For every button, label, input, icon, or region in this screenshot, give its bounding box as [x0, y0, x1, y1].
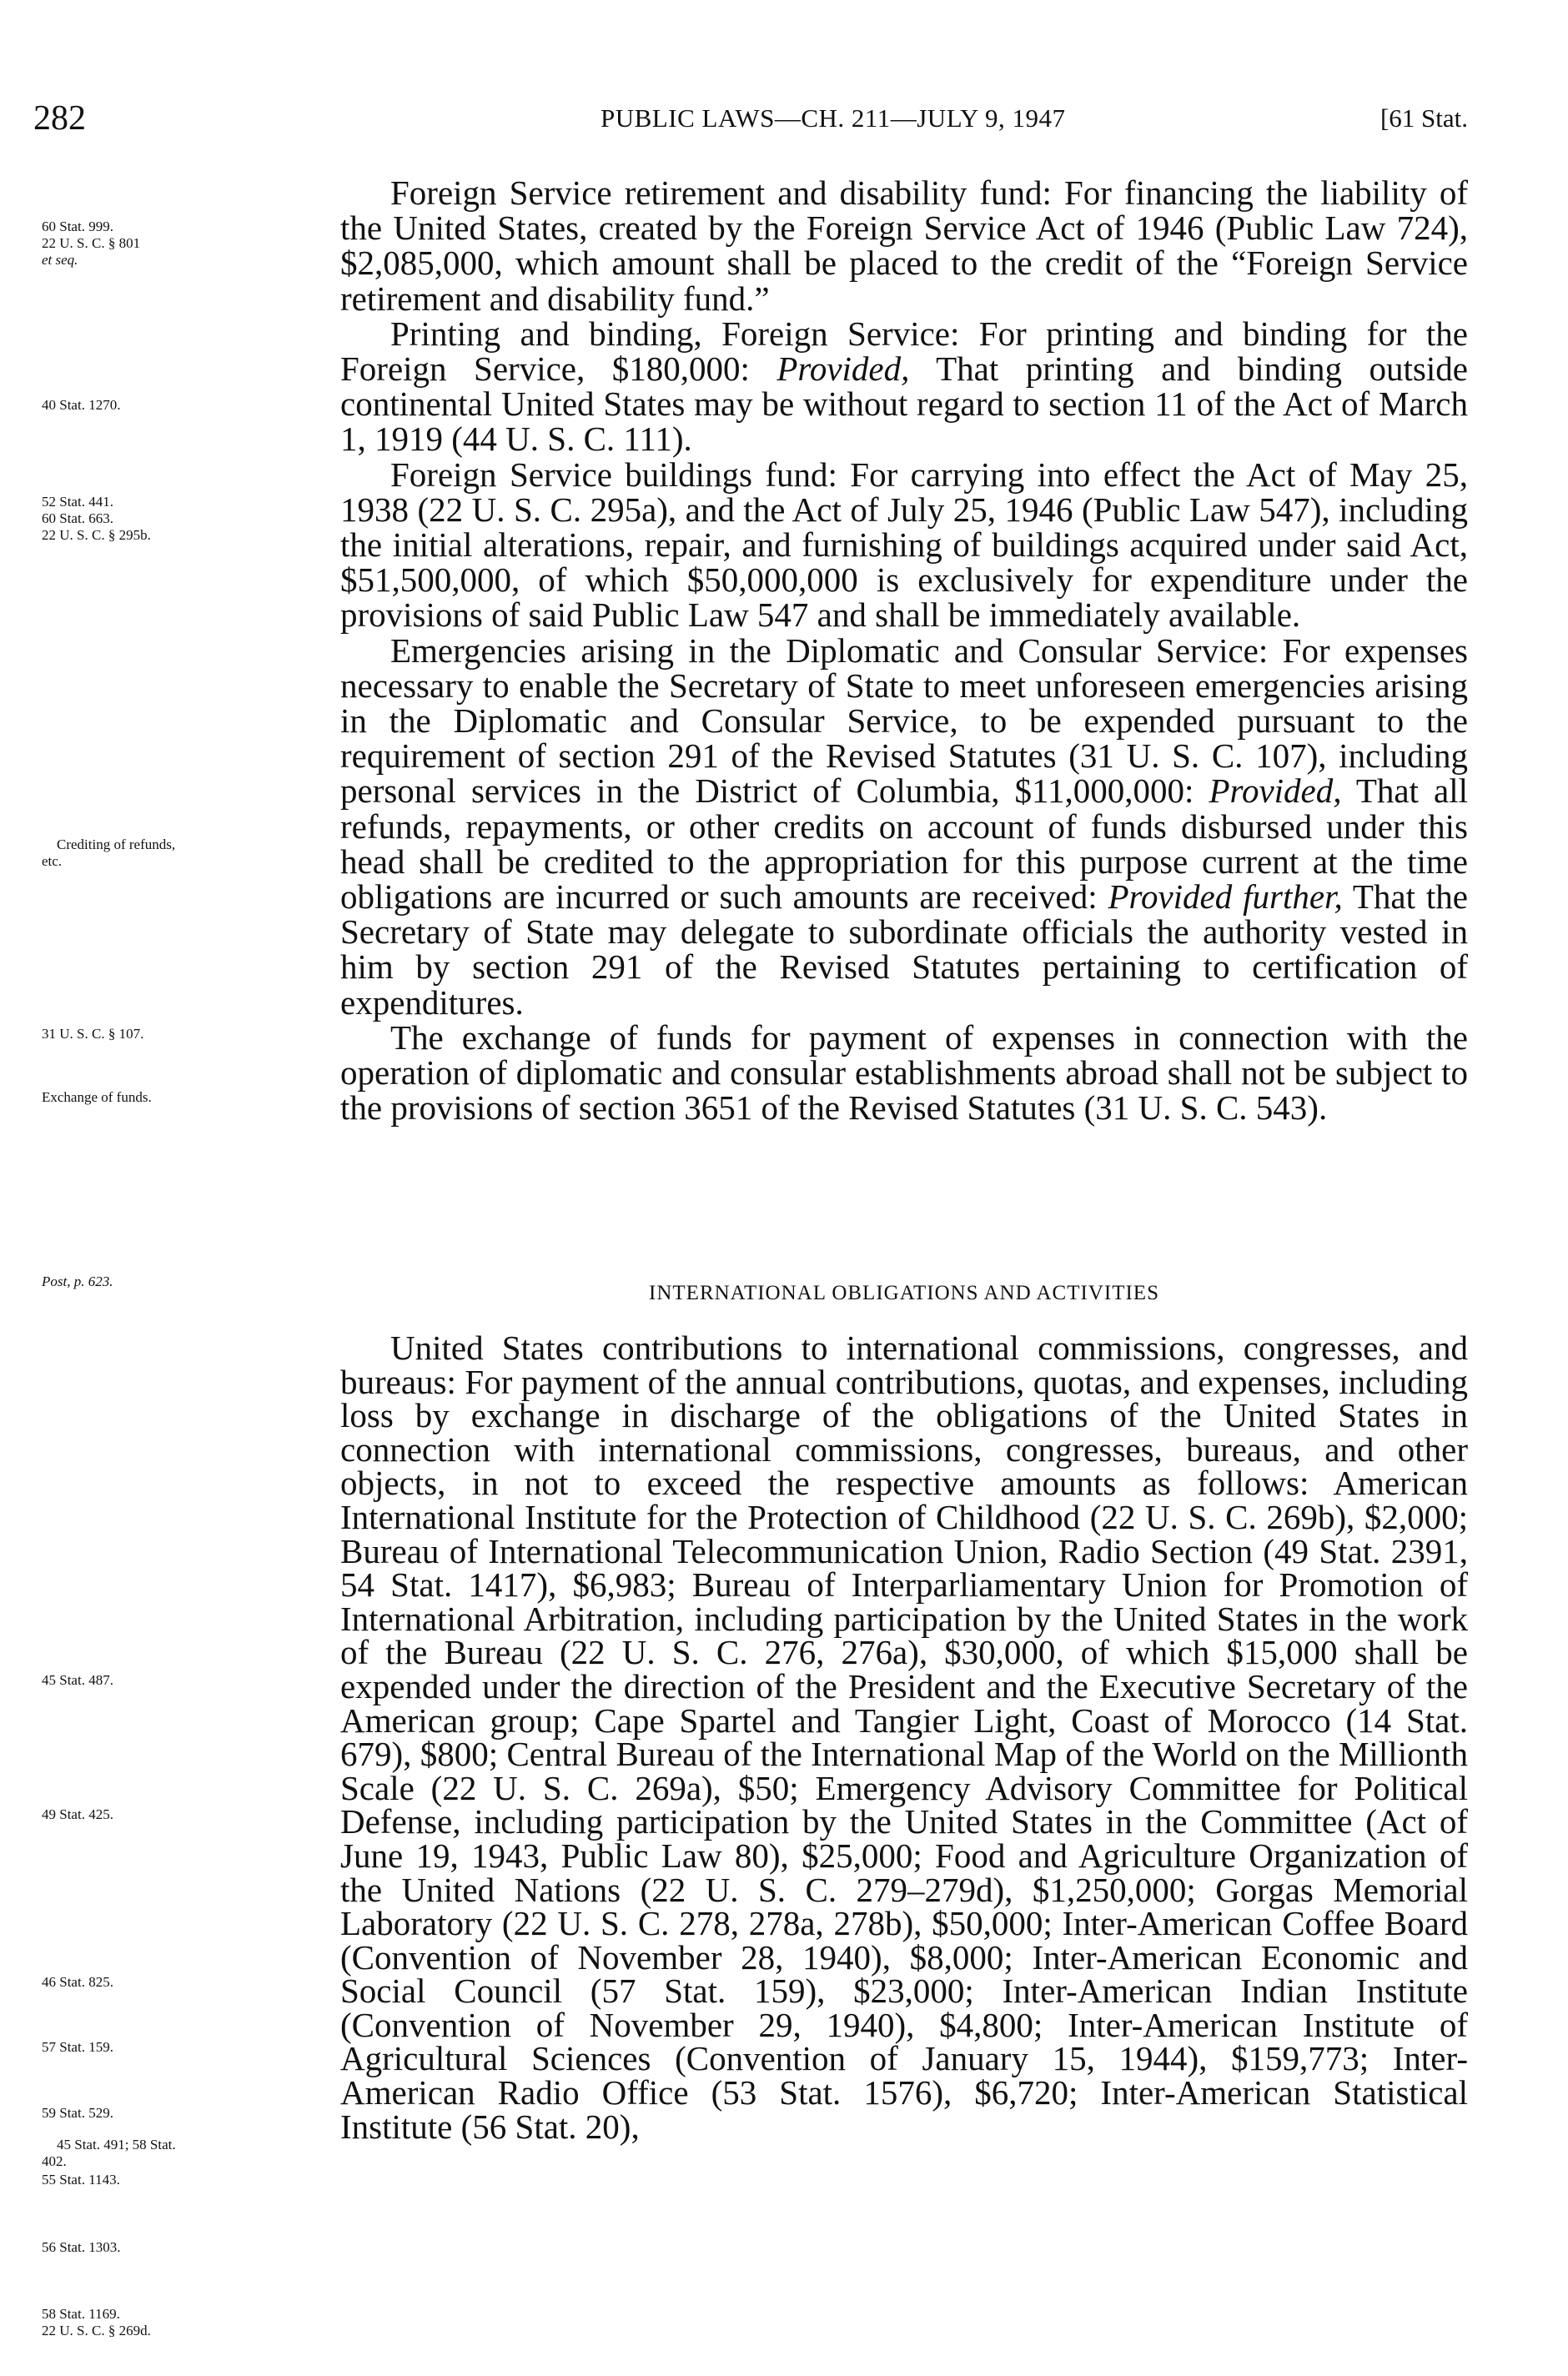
paragraph-exchange-funds: The exchange of funds for payment of expenses in connection with the operation of diplomatic and consular establishments abroad shall not be subject to the provisions of section 3651 of the Revised Statutes (31 U. S. C. 543).	[340, 1017, 1468, 1128]
margin-note-line: 58 Stat. 1169.	[42, 2306, 120, 2322]
text-run-italic: Provided further,	[1108, 877, 1343, 917]
paragraph-international-contributions: United States contributions to international commissions, congresses, and bureaus: For payment of the annual contributions, quotas, and expenses, including loss by exchange in discharge of the obligations of the United States in connection with international commissions, congresses, bureaus, and other objects, in not to exceed the respective amounts as follows: American International Institute for the Protection of Childhood (22 U. S. C. 269b), $2,000; Bureau of International Telecommunication Union, Radio Section (49 Stat. 2391, 54 Stat. 1417), $6,983; Bureau of Interparliamentary Union for Promotion of International Arbitration, including participation by the United States in the work of the Bureau (22 U. S. C. 276, 276a), $30,000, of which $15,000 shall be expended under the direction of the President and the Executive Secretary of the American group; Cape Spartel and Tangier Light, Coast of Morocco (14 Stat. 679), $800; Central Bureau of the International Map of the World on the Millionth Scale (22 U. S. C. 269a), $50; Emergency Advisory Committee for Political Defense, including participation by the United States in the Committee (Act of June 19, 1943, Public Law 80), $25,000; Food and Agriculture Organization of the United Nations (22 U. S. C. 279–279d), $1,250,000; Gorgas Memorial Laboratory (22 U. S. C. 278, 278a, 278b), $50,000; Inter-American Coffee Board (Convention of November 28, 1940), $8,000; Inter-American Economic and Social Council (57 Stat. 159), $23,000; Inter-American Indian Institute (Convention of November 29, 1940), $4,800; Inter-American Institute of Agricultural Sciences (Convention of January 15, 1944), $159,773; Inter-American Radio Office (53 Stat. 1576), $6,720; Inter-American Statistical Institute (56 Stat. 20),	[340, 1329, 1468, 2146]
margin-note-line: 22 U. S. C. § 801	[42, 235, 141, 251]
text-run: Printing and binding, Foreign Service: For printing and binding for the Foreign Service, $180,000:	[340, 314, 1468, 389]
margin-note	[42, 1026, 329, 1042]
margin-note-line: Post, p. 623.	[42, 1273, 113, 1289]
margin-note	[42, 2306, 329, 2339]
paragraph-retirement-fund: Foreign Service retirement and disability fund: For financing the liability of the United States, created by the Foreign Service Act of 1946 (Public Law 724), $2,085,000, which amount shall be placed to the credit of the “Foreign Service retirement and disability fund.”	[340, 173, 1468, 318]
margin-note	[42, 1974, 329, 1991]
margin-note	[42, 2039, 329, 2056]
margin-note	[42, 2239, 329, 2256]
margin-note-line: 56 Stat. 1303.	[42, 2239, 121, 2255]
body-text-lower	[340, 1329, 1468, 2146]
margin-note-line: 59 Stat. 529.	[42, 2105, 113, 2121]
text-run-italic: Provided,	[776, 349, 910, 389]
margin-note	[42, 219, 329, 269]
margin-note	[42, 494, 329, 544]
margin-note-line: 31 U. S. C. § 107.	[42, 1026, 144, 1042]
paragraph-buildings-fund: Foreign Service buildings fund: For carrying into effect the Act of May 25, 1938 (22 U. S. C. 295a), and the Act of July 25, 1946 (Public Law 547), including the initial alterations, repair, and furnishing of buildings acquired under said Act, $51,500,000, of which $50,000,000 is exclusively for expenditure under the provisions of said Public Law 547 and shall be immediately available.	[340, 455, 1468, 635]
margin-note-line: 22 U. S. C. § 295b.	[42, 527, 151, 543]
margin-note-line: 45 Stat. 491; 58 Stat.	[57, 2137, 176, 2152]
text-run: That the Secretary of State may delegate to subordinate officials the authority vested in him by section 291 of the Revised Statutes pertaining to certification of expenditures.	[340, 877, 1468, 1022]
margin-note	[42, 1806, 329, 1823]
margin-note-line: 49 Stat. 425.	[42, 1806, 113, 1822]
margin-note-line: 60 Stat. 999.	[42, 219, 113, 234]
margin-note-line: 60 Stat. 663.	[42, 510, 113, 526]
page-header	[33, 98, 1468, 140]
margin-note-line: 45 Stat. 487.	[42, 1672, 113, 1688]
margin-note	[42, 1089, 329, 1106]
margin-note-line: 57 Stat. 159.	[42, 2039, 113, 2055]
margin-note	[42, 2105, 329, 2122]
text-run: That all refunds, repayments, or other credits on account of funds disbursed under this head shall be credited to the appropriation for this purpose current at the time obligations are incurred or such amounts are received:	[340, 771, 1468, 917]
margin-note-line: 402.	[42, 2153, 67, 2169]
paragraph-emergencies	[340, 630, 1468, 1022]
margin-note-line: 52 Stat. 441.	[42, 494, 113, 510]
running-title: PUBLIC LAWS—CH. 211—JULY 9, 1947	[601, 103, 1066, 133]
margin-note-line: 55 Stat. 1143.	[42, 2172, 120, 2188]
paragraph-printing-binding	[340, 316, 1468, 457]
margin-note	[42, 836, 329, 870]
margin-note	[42, 1672, 329, 1689]
margin-note	[42, 2137, 329, 2170]
margin-note	[42, 2172, 329, 2188]
margin-note-line: et seq.	[42, 252, 78, 268]
margin-note-line: Exchange of funds.	[42, 1089, 152, 1105]
margin-note	[42, 397, 329, 414]
margin-note	[42, 1273, 329, 1290]
text-run: Emergencies arising in the Diplomatic and Consular Service: For expenses necessary to enable the Secretary of State to meet unforeseen emergencies arising in the Diplomatic and Consular Service, to be expended pursuant to the requirement of section 291 of the Revised Statutes (31 U. S. C. 107), including personal services in the District of Columbia, $11,000,000:	[340, 630, 1468, 811]
text-run-italic: Provided,	[1209, 771, 1342, 811]
margin-note-line: etc.	[42, 853, 63, 869]
text-run: That printing and binding outside continental United States may be without regard to section 11 of the Act of March 1, 1919 (44 U. S. C. 111).	[340, 349, 1468, 459]
margin-note-line: 22 U. S. C. § 269d.	[42, 2323, 151, 2338]
margin-note-line: 46 Stat. 825.	[42, 1974, 113, 1990]
body-text-upper	[340, 173, 1468, 1128]
volume-reference: [61 Stat.	[1380, 103, 1468, 133]
page-number: 282	[33, 99, 86, 138]
section-heading: INTERNATIONAL OBLIGATIONS AND ACTIVITIES	[649, 1282, 1159, 1304]
margin-note-line: Crediting of refunds,	[57, 836, 176, 852]
margin-note-line: 40 Stat. 1270.	[42, 397, 121, 413]
